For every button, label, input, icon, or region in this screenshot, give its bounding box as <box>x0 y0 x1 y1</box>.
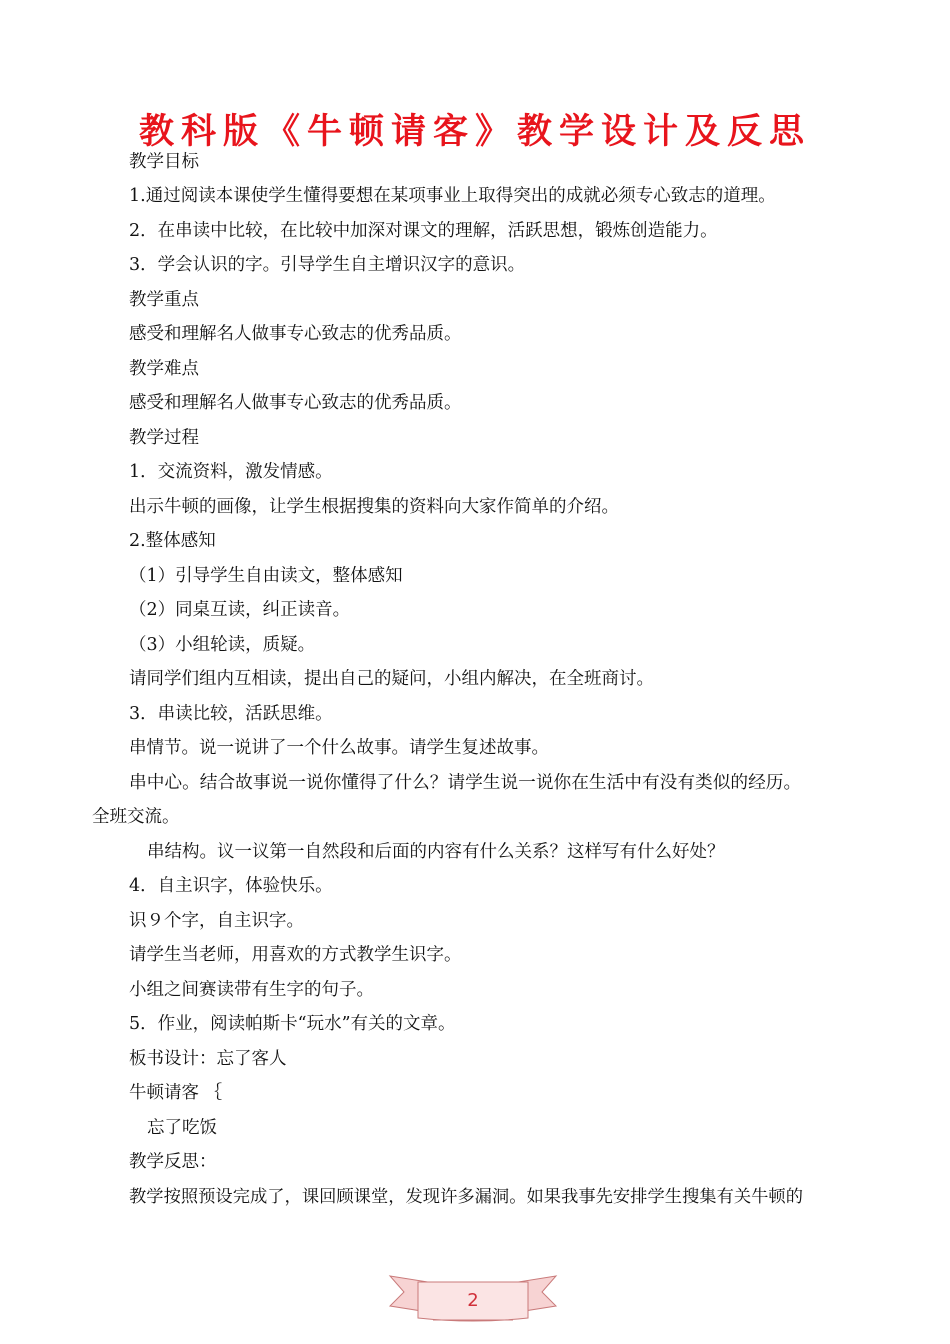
page-number: 2 <box>467 1290 479 1311</box>
paragraph: 感受和理解名人做事专心致志的优秀品质。 <box>129 393 462 413</box>
paragraph: 请学生当老师，用喜欢的方式教学生识字。 <box>129 945 462 965</box>
paragraph: 请同学们组内互相读，提出自己的疑问，小组内解决，在全班商讨。 <box>129 669 654 689</box>
paragraph: 2．在串读中比较，在比较中加深对课文的理解，活跃思想，锻炼创造能力。 <box>129 221 718 241</box>
paragraph: 1．交流资料，激发情感。 <box>129 462 333 482</box>
paragraph: 出示牛顿的画像，让学生根据搜集的资料向大家作简单的介绍。 <box>129 497 619 517</box>
paragraph: 3．串读比较，活跃思维。 <box>129 704 333 724</box>
paragraph: （3）小组轮读，质疑。 <box>129 635 316 655</box>
paragraph: （2）同桌互读，纠正读音。 <box>129 600 351 620</box>
paragraph: 感受和理解名人做事专心致志的优秀品质。 <box>129 324 462 344</box>
paragraph: 4．自主识字，体验快乐。 <box>129 876 333 896</box>
page-number-ribbon <box>388 1272 558 1334</box>
paragraph: 1.通过阅读本课使学生懂得要想在某项事业上取得突出的成就必须专心致志的道理。 <box>129 186 776 206</box>
paragraph: 牛顿请客 ｛ <box>129 1083 223 1103</box>
paragraph: 板书设计：忘了客人 <box>129 1049 287 1069</box>
paragraph: （1）引导学生自由读文，整体感知 <box>129 566 403 586</box>
paragraph: 串中心。结合故事说一说你懂得了什么？请学生说一说你在生活中有没有类似的经历。 <box>129 773 802 793</box>
paragraph: 2.整体感知 <box>129 531 216 551</box>
paragraph: 识９个字，自主识字。 <box>129 911 304 931</box>
heading-difficulties: 教学难点 <box>129 359 199 379</box>
paragraph: 全班交流。 <box>92 807 180 827</box>
heading-objectives: 教学目标 <box>129 152 199 172</box>
heading-process: 教学过程 <box>129 428 199 448</box>
paragraph: 串结构。议一议第一自然段和后面的内容有什么关系？这样写有什么好处？ <box>147 842 725 862</box>
paragraph: 5．作业，阅读帕斯卡“玩水”有关的文章。 <box>129 1014 456 1034</box>
paragraph: 教学按照预设完成了，课回顾课堂，发现许多漏洞。如果我事先安排学生搜集有关牛顿的 <box>129 1187 803 1207</box>
paragraph: 3．学会认识的字。引导学生自主增识汉字的意识。 <box>129 255 526 275</box>
heading-reflection: 教学反思： <box>129 1152 217 1172</box>
paragraph: 忘了吃饭 <box>147 1118 217 1138</box>
heading-key-points: 教学重点 <box>129 290 199 310</box>
page-title: 教科版《牛顿请客》教学设计及反思 <box>138 112 811 152</box>
paragraph: 串情节。说一说讲了一个什么故事。请学生复述故事。 <box>129 738 549 758</box>
paragraph: 小组之间赛读带有生字的句子。 <box>129 980 374 1000</box>
